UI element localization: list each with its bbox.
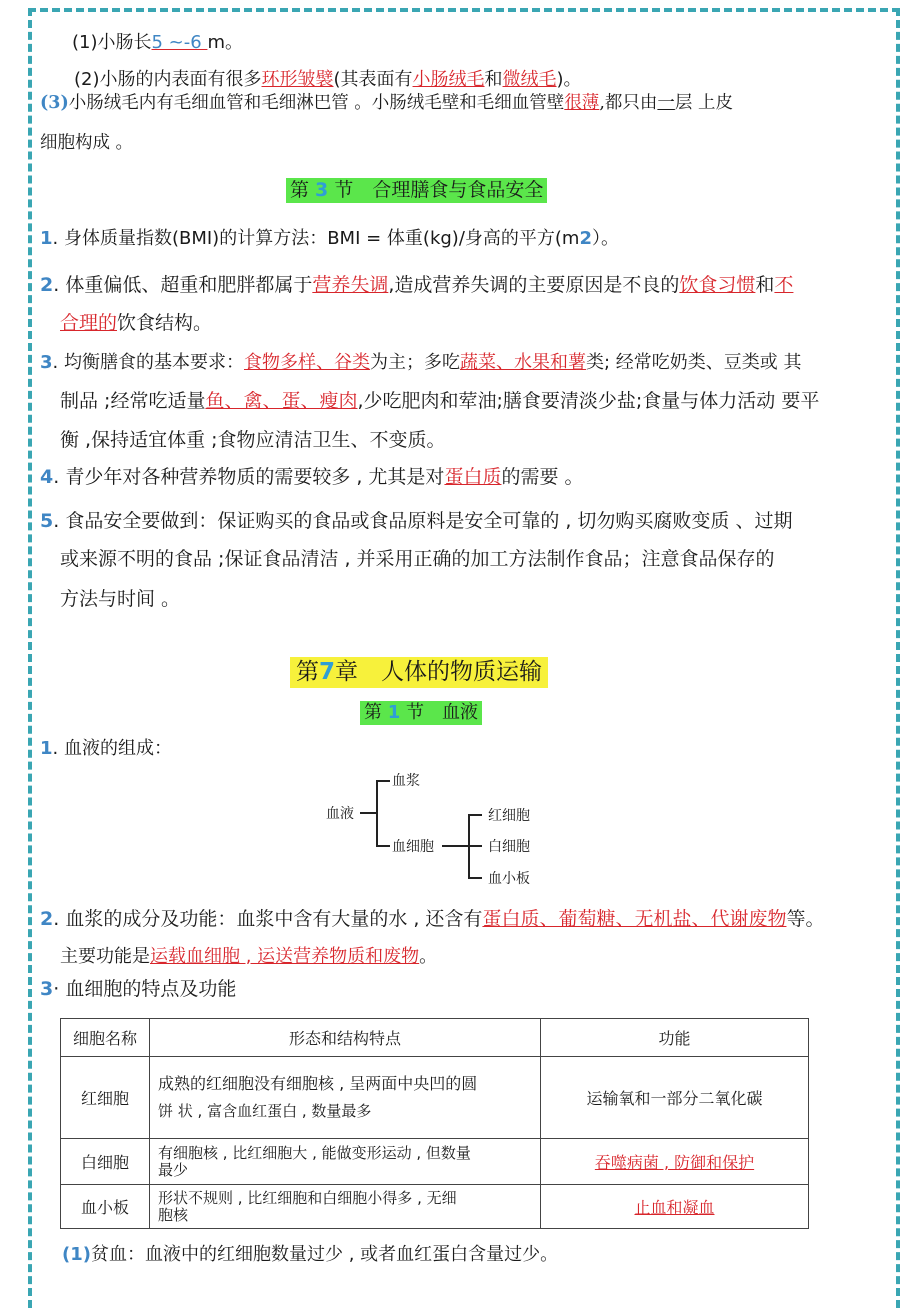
cell-feature-line: 最少 <box>158 1160 189 1179</box>
blood-q2-line2: 主要功能是运载血细胞 , 运送营养物质和废物。 <box>60 946 438 967</box>
cell-feature-line: 成熟的红细胞没有细胞核 , 呈两面中央凹的圆 <box>158 1073 478 1093</box>
diagram-line <box>376 780 390 782</box>
diagram-line <box>468 845 482 847</box>
blood-cell-table <box>60 1018 809 1229</box>
cell-name: 白细胞 <box>61 1139 150 1185</box>
anemia-definition: (1)贫血：血液中的红细胞数量过少 , 或者血红蛋白含量过少。 <box>62 1244 559 1265</box>
table-row <box>61 1185 809 1229</box>
blood-q3: 3· 血细胞的特点及功能 <box>40 978 237 1000</box>
table-header-row <box>61 1019 809 1057</box>
item-2-line1: 2. 体重偏低、超重和肥胖都属于营养失调,造成营养失调的主要原因是不良的饮食习惯和不 <box>40 274 794 296</box>
diagram-blood: 血液 <box>326 806 354 822</box>
cell-function <box>541 1139 809 1185</box>
diagram-line <box>360 812 376 814</box>
villi-structure-cont: 细胞构成 。 <box>40 133 134 153</box>
table-header: 形态和结构特点 <box>150 1019 541 1057</box>
table-row <box>61 1057 809 1139</box>
cell-feature <box>150 1057 541 1139</box>
cell-function: 运输氧和一部分二氧化碳 <box>541 1057 809 1139</box>
cell-function-text: 止血和凝血 <box>634 1198 715 1217</box>
section-1-heading: 第 1 节 血液 <box>360 701 482 725</box>
diagram-plasma: 血浆 <box>392 773 420 789</box>
diagram-line <box>468 877 482 879</box>
item-5-line2: 或来源不明的食品 ;保证食品清洁 , 并采用正确的加工方法制作食品；注意食品保存的 <box>60 548 775 570</box>
cell-function-text: 吞噬病菌 , 防御和保护 <box>594 1153 755 1172</box>
item-5-line1: 5. 食品安全要做到：保证购买的食品或食品原料是安全可靠的 , 切勿购买腐败变质 、过期 <box>40 510 793 532</box>
diagram-line <box>468 814 482 816</box>
table-header: 功能 <box>541 1019 809 1057</box>
intestine-inner-surface: (2)小肠的内表面有很多环形皱襞(其表面有小肠绒毛和微绒毛)。 <box>74 69 582 90</box>
cell-feature-line: 胞核 <box>158 1205 189 1224</box>
item-3-line1: 3. 均衡膳食的基本要求：食物多样、谷类为主；多吃蔬菜、水果和薯类; 经常吃奶类、豆类或 其 <box>40 352 802 373</box>
section-3-heading: 第 3 节 合理膳食与食品安全 <box>286 178 547 203</box>
diagram-platelet: 血小板 <box>488 871 530 887</box>
cell-feature-line: 饼 状 , 富含血红蛋白 , 数量最多 <box>158 1102 372 1121</box>
table-header: 细胞名称 <box>61 1019 150 1057</box>
table-row <box>61 1139 809 1185</box>
diagram-blood-cells: 血细胞 <box>392 839 434 855</box>
small-intestine-length: (1)小肠长5 ~-6 m。 <box>72 32 243 53</box>
villi-structure: (3)小肠绒毛内有毛细血管和毛细淋巴管 。小肠绒毛壁和毛细血管壁很薄,都只由一层 上皮 <box>40 93 733 113</box>
cell-feature <box>150 1185 541 1229</box>
diagram-wbc: 白细胞 <box>488 839 530 855</box>
cell-function <box>541 1185 809 1229</box>
diagram-rbc: 红细胞 <box>488 808 530 824</box>
diagram-line <box>376 780 378 846</box>
item-1-bmi: 1. 身体质量指数(BMI)的计算方法：BMI = 体重(kg)/身高的平方(m2）。 <box>40 228 619 249</box>
item-2-line2: 合理的饮食结构。 <box>60 312 213 334</box>
item-5-line3: 方法与时间 。 <box>60 588 181 610</box>
cell-name: 血小板 <box>61 1185 150 1229</box>
cell-feature-line: 形状不规则 , 比红细胞和白细胞小得多 , 无细 <box>158 1189 457 1207</box>
cell-feature-line: 有细胞核 , 比红细胞大 , 能做变形运动 , 但数量 <box>158 1144 471 1162</box>
diagram-line <box>442 845 468 847</box>
blood-composition-diagram <box>320 768 550 888</box>
blood-q2-line1: 2. 血浆的成分及功能：血浆中含有大量的水 , 还含有蛋白质、葡萄糖、无机盐、代谢废物等。 <box>40 908 825 930</box>
cell-name: 红细胞 <box>61 1057 150 1139</box>
chapter-7-heading: 第7章 人体的物质运输 <box>290 657 548 688</box>
item-4: 4. 青少年对各种营养物质的需要较多 , 尤其是对蛋白质的需要 。 <box>40 466 584 488</box>
item-3-line2: 制品 ;经常吃适量鱼、禽、蛋、瘦肉,少吃肥肉和荤油;膳食要清淡少盐;食量与体力活动 要平 <box>60 390 820 412</box>
cell-feature <box>150 1139 541 1185</box>
item-3-line3: 衡 ,保持适宜体重 ;食物应清洁卫生、不变质。 <box>60 429 446 451</box>
blood-q1: 1. 血液的组成： <box>40 738 172 759</box>
diagram-line <box>376 845 390 847</box>
